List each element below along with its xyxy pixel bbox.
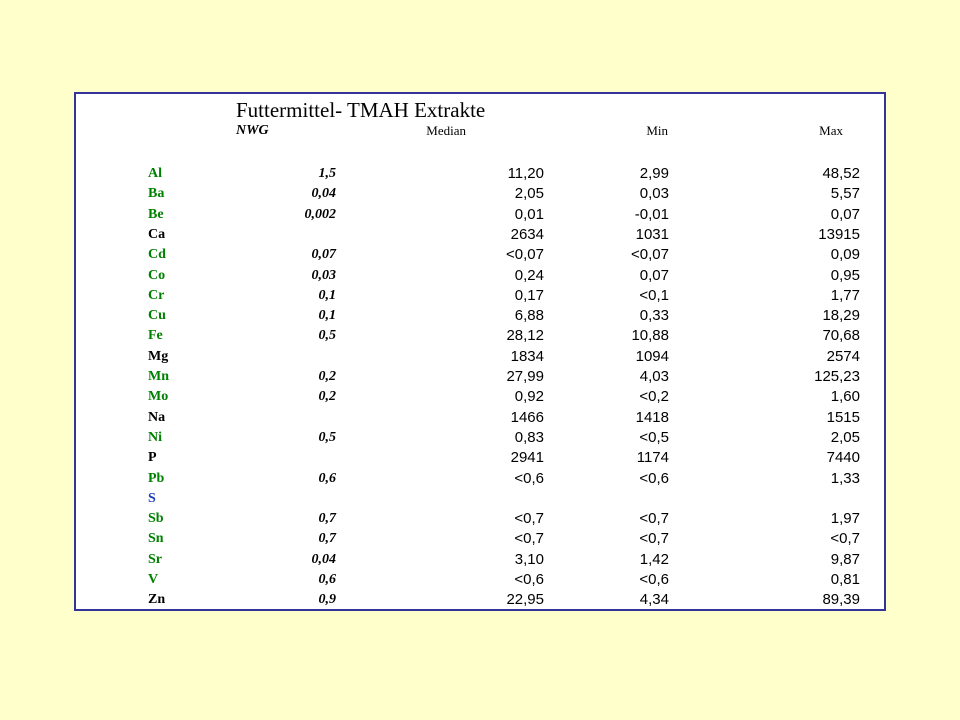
element-symbol: Al xyxy=(148,166,162,181)
max-value: 70,68 xyxy=(822,327,860,345)
nwg-value: 0,9 xyxy=(318,592,336,608)
min-value: 4,34 xyxy=(639,591,669,609)
data-table-panel xyxy=(74,92,886,611)
min-value: 1,42 xyxy=(639,550,669,568)
median-value: 2,05 xyxy=(514,185,544,203)
table-row xyxy=(76,428,884,448)
element-symbol: P xyxy=(148,450,157,466)
table-row xyxy=(76,225,884,245)
table-row xyxy=(76,469,884,489)
min-value: 1031 xyxy=(635,225,669,243)
element-symbol: Sn xyxy=(148,531,164,547)
median-value: 0,92 xyxy=(514,388,544,406)
max-value: 7440 xyxy=(826,449,860,467)
nwg-value: 0,5 xyxy=(318,429,336,445)
element-symbol: Cr xyxy=(148,287,165,303)
element-symbol: Pb xyxy=(148,470,165,486)
nwg-value: 0,03 xyxy=(311,267,336,283)
median-value: 0,17 xyxy=(514,286,544,304)
nwg-value: 0,1 xyxy=(318,308,336,324)
table-row xyxy=(76,266,884,286)
nwg-value: 0,002 xyxy=(304,206,336,222)
median-value: <0,6 xyxy=(514,571,544,588)
nwg-value: 1,5 xyxy=(318,166,336,181)
table-row xyxy=(76,550,884,570)
max-value: 2,05 xyxy=(830,428,860,446)
element-symbol: Ca xyxy=(148,226,166,242)
min-value: -0,01 xyxy=(634,205,669,223)
element-symbol: Co xyxy=(148,267,166,283)
min-value: <0,7 xyxy=(639,530,669,548)
median-value: 22,95 xyxy=(506,591,544,609)
element-symbol: Cu xyxy=(148,308,166,324)
max-value: 0,95 xyxy=(830,266,860,284)
max-value: 1,33 xyxy=(830,469,860,487)
element-symbol: Na xyxy=(148,409,166,425)
max-value: 1515 xyxy=(826,408,860,426)
max-value: 13915 xyxy=(818,225,860,243)
table-row xyxy=(76,326,884,346)
nwg-value: 0,6 xyxy=(318,470,336,486)
max-value: <0,7 xyxy=(830,530,860,548)
table-row xyxy=(76,448,884,468)
max-value: 18,29 xyxy=(822,307,860,325)
nwg-value: 0,6 xyxy=(318,572,336,587)
min-value: <0,5 xyxy=(639,428,669,446)
header-min: Min xyxy=(646,123,668,138)
median-value: 6,88 xyxy=(514,307,544,325)
max-value: 9,87 xyxy=(830,550,860,568)
table-row xyxy=(76,570,884,590)
nwg-value: 0,7 xyxy=(318,511,336,527)
max-value: 0,81 xyxy=(830,571,860,588)
table-row xyxy=(76,245,884,265)
median-value: 0,24 xyxy=(514,266,544,284)
median-value: 3,10 xyxy=(514,550,544,568)
table-row xyxy=(76,489,884,509)
median-value: 0,01 xyxy=(514,205,544,223)
median-value: 1466 xyxy=(510,408,544,426)
table-row xyxy=(76,347,884,367)
max-value: 2574 xyxy=(826,347,860,365)
nwg-value: 0,1 xyxy=(318,287,336,303)
min-value: 1174 xyxy=(636,449,669,467)
table-title: Futtermittel- TMAH Extrakte xyxy=(236,98,486,122)
element-symbol: Mo xyxy=(148,389,169,405)
nwg-value: 0,04 xyxy=(311,186,336,202)
nwg-value: 0,04 xyxy=(311,551,336,567)
min-value: 1418 xyxy=(635,408,669,426)
table-row xyxy=(76,205,884,225)
nwg-value: 0,2 xyxy=(318,389,336,405)
median-value: 28,12 xyxy=(506,327,544,345)
table-row xyxy=(76,306,884,326)
table-row xyxy=(76,286,884,306)
element-symbol: S xyxy=(148,490,156,506)
median-value: <0,7 xyxy=(514,530,544,548)
table-row xyxy=(76,387,884,407)
max-value: 89,39 xyxy=(822,591,860,609)
min-value: 0,33 xyxy=(639,307,669,325)
nwg-value: 0,07 xyxy=(311,247,336,263)
median-value: 1834 xyxy=(510,347,544,365)
table-row xyxy=(76,408,884,428)
element-symbol: Mn xyxy=(148,369,169,384)
median-value: <0,07 xyxy=(506,246,544,264)
element-symbol: Sb xyxy=(148,511,164,527)
median-value: <0,7 xyxy=(514,510,544,528)
element-symbol: Ni xyxy=(148,429,162,445)
table-row xyxy=(76,529,884,549)
header-max: Max xyxy=(819,123,843,138)
element-symbol: Mg xyxy=(148,348,169,364)
max-value: 0,07 xyxy=(830,205,860,223)
nwg-value: 0,5 xyxy=(318,328,336,344)
table-row xyxy=(76,509,884,529)
header-nwg: NWG xyxy=(236,123,269,138)
min-value: 1094 xyxy=(635,347,669,365)
median-value: 11,20 xyxy=(507,165,544,182)
max-value: 5,57 xyxy=(830,185,860,203)
min-value: 4,03 xyxy=(639,368,669,385)
table-row xyxy=(76,164,884,184)
element-symbol: Cd xyxy=(148,247,166,263)
min-value: <0,6 xyxy=(639,571,669,588)
element-symbol: Zn xyxy=(148,592,166,608)
element-symbol: Ba xyxy=(148,186,165,202)
min-value: 0,07 xyxy=(639,266,669,284)
max-value: 0,09 xyxy=(830,246,860,264)
min-value: <0,2 xyxy=(639,388,669,406)
max-value: 1,77 xyxy=(830,286,860,304)
median-value: 27,99 xyxy=(506,368,544,385)
nwg-value: 0,2 xyxy=(318,369,336,384)
min-value: <0,6 xyxy=(639,469,669,487)
element-symbol: V xyxy=(148,572,159,587)
max-value: 1,60 xyxy=(830,388,860,406)
min-value: <0,07 xyxy=(631,246,669,264)
max-value: 48,52 xyxy=(822,165,860,182)
min-value: <0,1 xyxy=(639,286,669,304)
table-row xyxy=(76,184,884,204)
table-row xyxy=(76,367,884,387)
table-row xyxy=(76,590,884,610)
element-symbol: Fe xyxy=(148,328,163,344)
element-symbol: Sr xyxy=(148,551,162,567)
element-symbol: Be xyxy=(148,206,164,222)
nwg-value: 0,7 xyxy=(318,531,336,547)
header-median: Median xyxy=(426,123,466,138)
min-value: 10,88 xyxy=(631,327,669,345)
min-value: 0,03 xyxy=(639,185,669,203)
median-value: 0,83 xyxy=(514,428,544,446)
median-value: 2941 xyxy=(510,449,544,467)
median-value: <0,6 xyxy=(514,469,544,487)
median-value: 2634 xyxy=(510,225,544,243)
min-value: 2,99 xyxy=(639,165,669,182)
max-value: 1,97 xyxy=(830,510,860,528)
max-value: 125,23 xyxy=(814,368,860,385)
min-value: <0,7 xyxy=(639,510,669,528)
